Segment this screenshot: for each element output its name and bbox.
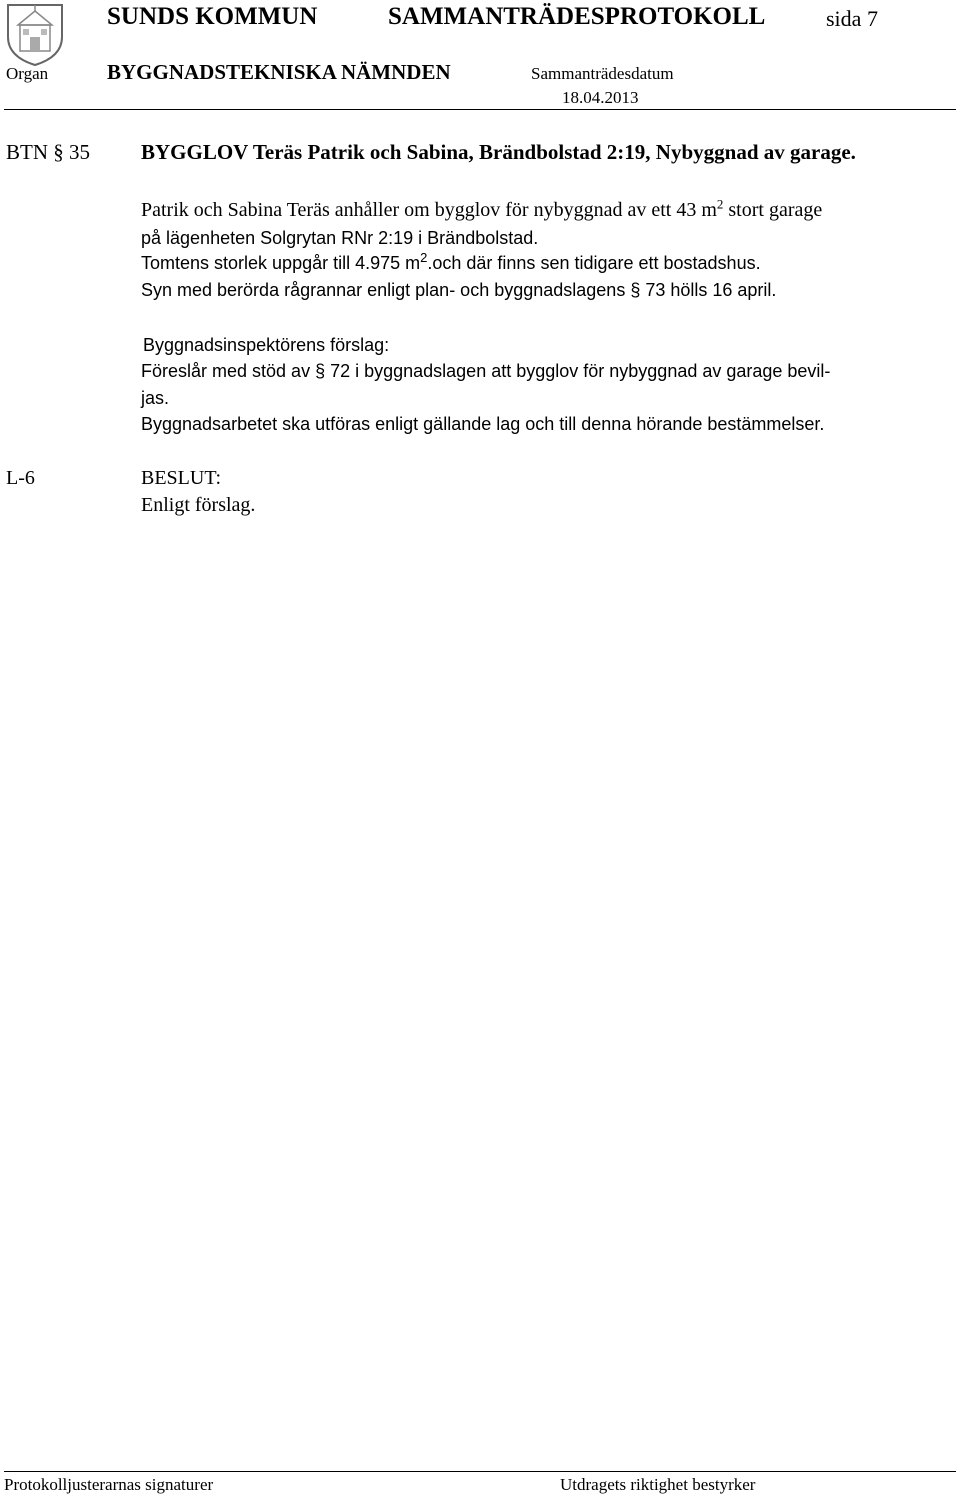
proposal-line-3: Byggnadsarbetet ska utföras enligt gällande lag och till denna hörande bestämmelser. [141, 414, 825, 434]
footer-signatures-label: Protokolljusterarnas signaturer [4, 1475, 214, 1494]
page-number: sida 7 [826, 6, 878, 31]
body-line-3: Tomtens storlek uppgår till 4.975 $m^2.och$ där finns sen tidigare ett bostadshus. [141, 250, 761, 273]
proposal-line-2: jas. [141, 388, 170, 408]
body-line-2: på lägenheten Solgrytan RNr 2:19 i Brändbolstad. [141, 228, 539, 248]
decision-heading: BESLUT: [141, 467, 222, 489]
coat-of-arms-logo [6, 3, 64, 67]
body-line-4: Syn med berörda rågrannar enligt plan- och byggnadslagens § 73 hölls 16 april. [141, 280, 777, 300]
footer-certification-label: Utdragets riktighet bestyrker [560, 1475, 756, 1494]
meeting-date: 18.04.2013 [562, 88, 639, 107]
decision-reference: L-6 [6, 467, 35, 489]
document-type: SAMMANTRÄDESPROTOKOLL [388, 3, 766, 30]
body-line-1: Patrik och Sabina Teräs anhåller om bygglov för nybyggnad av ett 43 $m^2$ stort garage [141, 196, 823, 221]
proposal-heading: Byggnadsinspektörens förslag: [143, 335, 390, 355]
meeting-date-label: Sammanträdesdatum [531, 64, 674, 83]
organ-name: BYGGNADSTEKNISKA NÄMNDEN [107, 60, 451, 84]
header-divider [4, 109, 956, 110]
municipality-name: SUNDS KOMMUN [107, 3, 318, 30]
decision-text: Enligt förslag. [141, 494, 256, 516]
item-title: BYGGLOV Teräs Patrik och Sabina, Brändbolstad 2:19, Nybyggnad av garage. [141, 140, 856, 164]
proposal-line-1: Föreslår med stöd av § 72 i byggnadslagen att bygglov för nybyggnad av garage bevil- [141, 361, 831, 381]
item-number: BTN § 35 [6, 140, 90, 164]
footer-divider [4, 1471, 956, 1472]
organ-label: Organ [6, 64, 49, 83]
